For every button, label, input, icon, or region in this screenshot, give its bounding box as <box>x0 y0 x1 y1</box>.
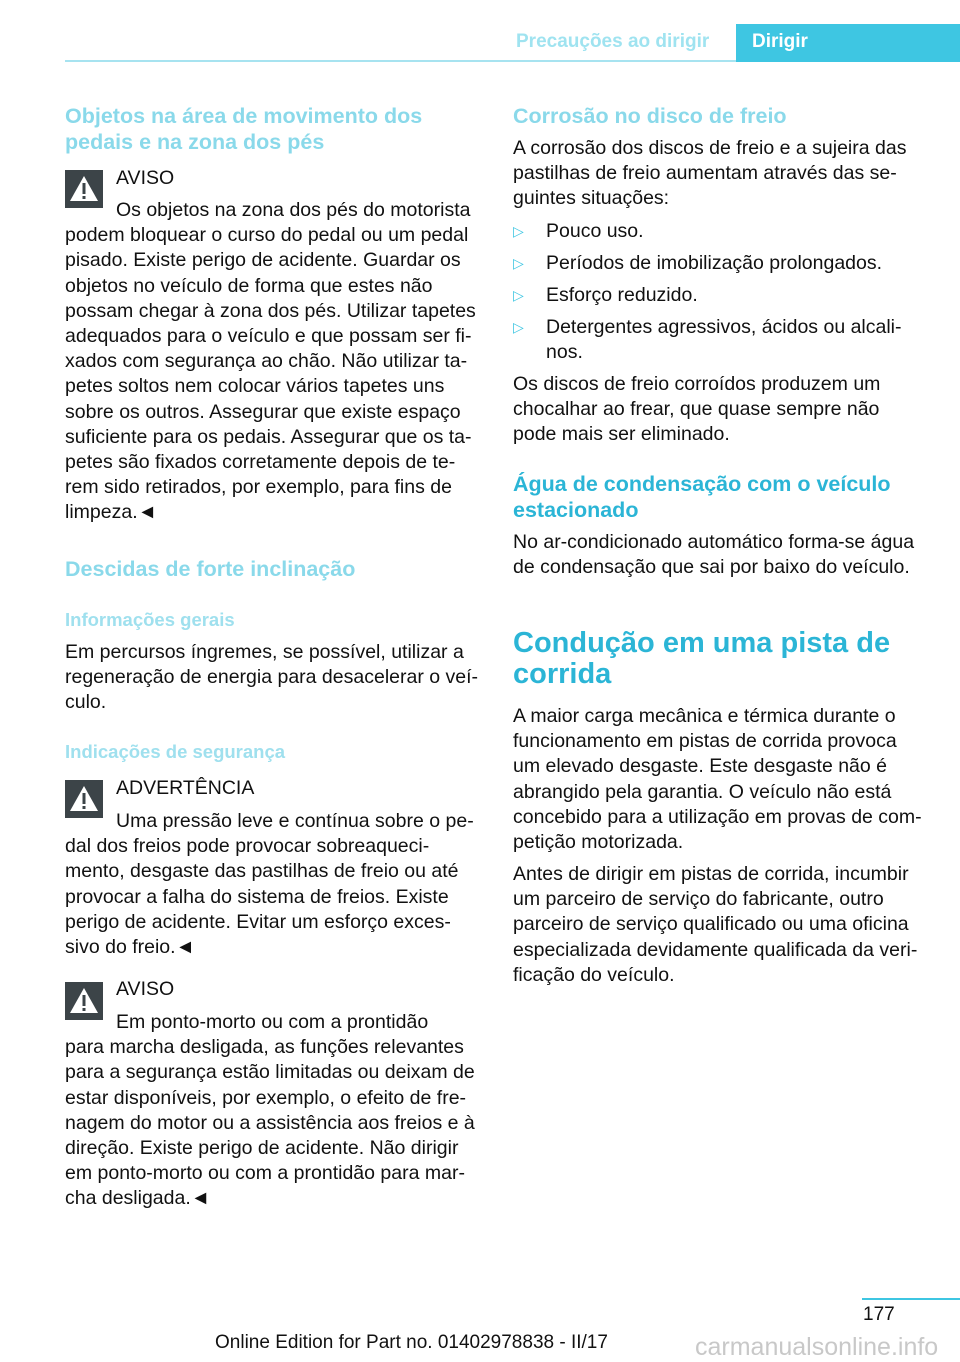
bullet-text: nos. <box>546 341 583 364</box>
paragraph-pista-2 <box>513 862 933 988</box>
text-line: xados com segurança ao chão. Não utilizar ta- <box>65 350 468 373</box>
text-line: Objetos na área de movimento dos <box>65 104 423 128</box>
subheading-info: Informações gerais <box>65 609 235 630</box>
warning-text <box>65 1010 485 1212</box>
text-line: Condução em uma pista de <box>513 627 891 659</box>
watermark: carmanualsonline.info <box>695 1333 939 1361</box>
text-line: pode mais ser eliminado. <box>513 423 730 446</box>
text-line: pastilhas de freio aumentam através das se- <box>513 162 897 185</box>
text-line: provocar a falha do sistema de freios. Existe <box>65 885 449 908</box>
bullet-marker-icon: ▷ <box>513 223 524 239</box>
text-line: A corrosão dos discos de freio e a sujeira das <box>513 137 907 159</box>
text-line: Os discos de freio corroídos produzem um <box>513 373 881 395</box>
text-line: objetos no veículo de forma que estes não <box>65 274 433 297</box>
text-line: regeneração de energia para desacelerar o veí- <box>65 666 479 689</box>
text-line: sobre os outros. Assegurar que existe espaço <box>65 400 461 423</box>
warning-label: AVISO <box>116 167 175 189</box>
text-line: para marcha desligada, as funções relevantes <box>65 1036 464 1059</box>
text-line: ficação do veículo. <box>513 963 675 986</box>
text-line: rem sido retirados, por exemplo, para fins de <box>65 476 452 499</box>
page-number: 177 <box>863 1304 895 1325</box>
text-line: chocalhar ao frear, que quase sempre não <box>513 398 880 421</box>
text-line: dal dos freios pode provocar sobreaqueci- <box>65 835 430 858</box>
text-line: limpeza.◄ <box>65 501 157 524</box>
paragraph-info <box>65 640 485 716</box>
text-line: Água de condensação com o veículo <box>513 472 891 496</box>
heading-descidas: Descidas de forte inclinação <box>65 557 356 581</box>
text-line: No ar-condicionado automático forma-se água <box>513 531 915 553</box>
text-line: estacionado <box>513 497 639 522</box>
header-section-title: Precauções ao dirigir <box>516 31 710 52</box>
header-rule <box>65 60 737 62</box>
heading-agua <box>513 472 891 523</box>
bullet-text: Pouco uso. <box>546 220 644 242</box>
text-line: Os objetos na zona dos pés do motorista <box>116 199 471 221</box>
text-line: culo. <box>65 691 107 714</box>
footer-edition: Online Edition for Part no. 01402978838 - II/17 <box>215 1332 608 1353</box>
heading-pista <box>513 628 890 690</box>
text-line: podem bloquear o curso do pedal ou um pedal <box>65 224 469 247</box>
paragraph-corroidos <box>513 372 933 448</box>
warning-text <box>65 198 485 526</box>
text-line: funcionamento em pistas de corrida provoca <box>513 730 897 753</box>
warning-label: ADVERTÊNCIA <box>116 777 255 799</box>
bullet-text: Detergentes agressivos, ácidos ou alcali- <box>546 316 902 338</box>
text-line: mento, desgaste das pastilhas de freio ou até <box>65 860 459 883</box>
text-line: abrangido pela garantia. O veículo não está <box>513 780 892 803</box>
paragraph-corrosao <box>513 136 933 212</box>
text-line: guintes situações: <box>513 187 670 210</box>
text-line: petes são fixados corretamente depois de te- <box>65 451 456 474</box>
bullet-marker-icon: ▷ <box>513 319 524 335</box>
footer-rule <box>862 1298 960 1300</box>
text-line: um elevado desgaste. Este desgaste não é <box>513 755 888 778</box>
text-line: sivo do freio.◄ <box>65 936 195 959</box>
text-line: de condensação que sai por baixo do veículo. <box>513 556 910 579</box>
text-line: adequados para o veículo e que possam ser fi- <box>65 325 472 348</box>
text-line: nagem do motor ou a assistência aos freios e à <box>65 1111 475 1134</box>
paragraph-agua <box>513 530 933 580</box>
text-line: em ponto-morto ou com a prontidão para mar- <box>65 1162 465 1185</box>
heading-corrosao: Corrosão no disco de freio <box>513 104 787 128</box>
bullet-marker-icon: ▷ <box>513 287 524 303</box>
text-line: suficiente para os pedais. Assegurar que os ta- <box>65 425 472 448</box>
paragraph-pista-1 <box>513 704 933 855</box>
warning-text <box>65 809 485 960</box>
text-line: pedais e na zona dos pés <box>65 129 325 154</box>
text-line: estar disponíveis, por exemplo, o efeito de fre- <box>65 1086 467 1109</box>
text-line: corrida <box>513 658 612 690</box>
bullet-text: Períodos de imobilização prolongados. <box>546 252 883 274</box>
text-line: cha desligada.◄ <box>65 1187 211 1210</box>
text-line: Antes de dirigir em pistas de corrida, incumbir <box>513 863 909 885</box>
bullet-text: Esforço reduzido. <box>546 284 698 306</box>
text-line: especializada devidamente qualificada da veri- <box>513 938 918 961</box>
text-line: perigo de acidente. Evitar um esforço exces- <box>65 910 451 933</box>
header-chapter-tab: Dirigir <box>736 24 960 62</box>
text-line: Uma pressão leve e contínua sobre o pe- <box>116 810 474 832</box>
warning-label: AVISO <box>116 978 175 1000</box>
text-line: petes soltos nem colocar vários tapetes uns <box>65 375 445 398</box>
text-line: concebido para a utilização em provas de com- <box>513 805 922 828</box>
text-line: A maior carga mecânica e térmica durante o <box>513 705 896 727</box>
text-line: direção. Existe perigo de acidente. Não dirigir <box>65 1137 459 1160</box>
text-line: Em percursos íngremes, se possível, utilizar a <box>65 641 464 663</box>
text-line: possam chegar à zona dos pés. Utilizar tapetes <box>65 299 476 322</box>
text-line: petição motorizada. <box>513 831 684 854</box>
text-line: um parceiro de serviço do fabricante, outro <box>513 888 884 911</box>
text-line: pisado. Existe perigo de acidente. Guardar os <box>65 249 461 272</box>
heading-objects <box>65 104 422 155</box>
text-line: Em ponto-morto ou com a prontidão <box>116 1011 429 1033</box>
bullet-marker-icon: ▷ <box>513 255 524 271</box>
text-line: parceiro de serviço qualificado ou uma oficina <box>513 913 909 936</box>
subheading-seguranca: Indicações de segurança <box>65 741 286 762</box>
text-line: para a segurança estão limitadas ou deixam de <box>65 1061 475 1084</box>
